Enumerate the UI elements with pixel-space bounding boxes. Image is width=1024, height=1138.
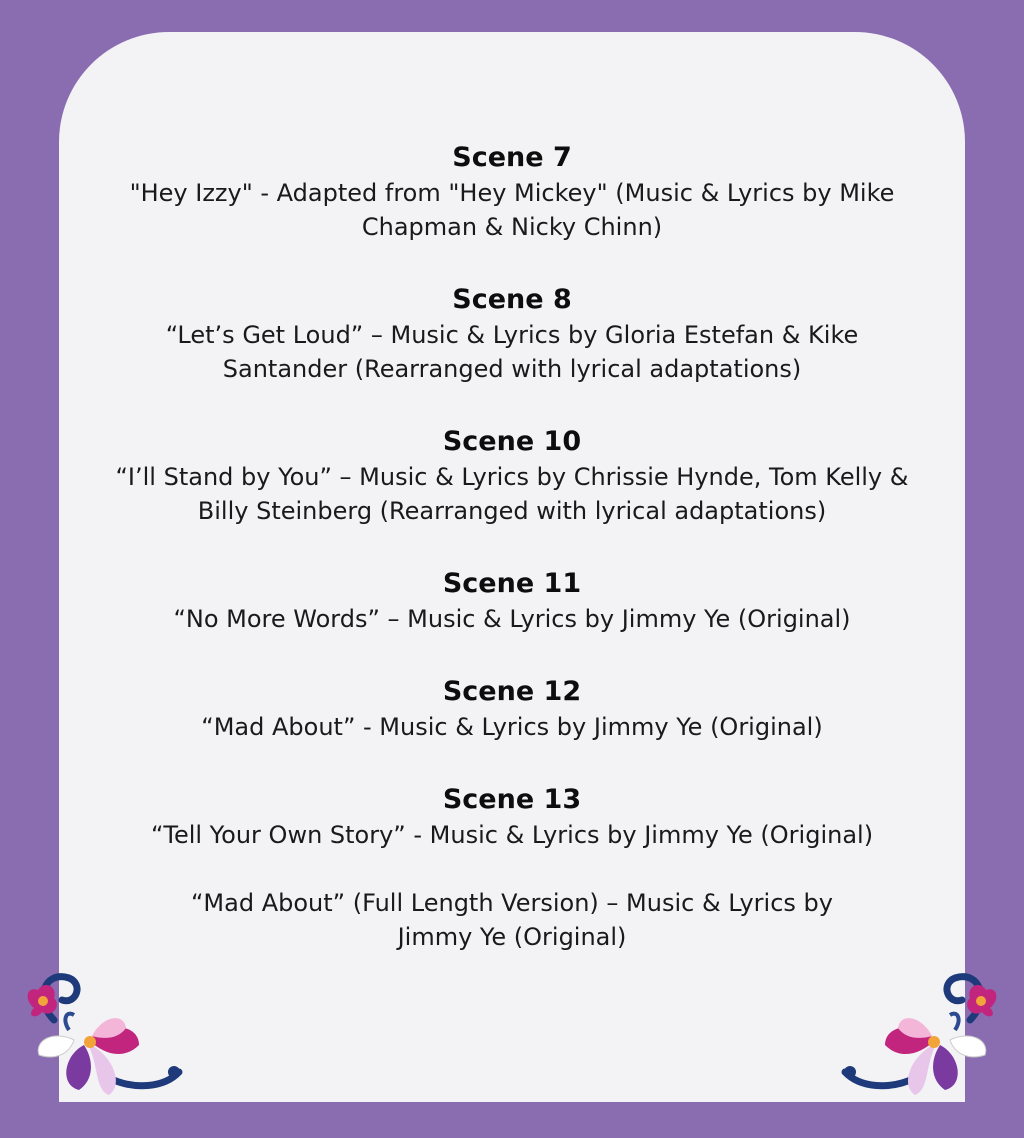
scene-title: Scene 13: [442, 784, 582, 815]
scene-title: Scene 8: [452, 284, 572, 315]
scene-description: “Tell Your Own Story” - Music & Lyrics by Jimmy Ye (Original): [150, 821, 874, 849]
scene-title: Scene 7: [452, 142, 572, 173]
scene-description: “Let’s Get Loud” – Music & Lyrics by Gloria Estefan & Kike Santander (Rearranged with lyrical adaptations): [165, 321, 859, 383]
scene-12: [59, 674, 965, 744]
scene-title: Scene 11: [442, 568, 582, 599]
scene-13: [59, 782, 965, 954]
scene-8: [59, 282, 965, 386]
scene-title: Scene 12: [442, 676, 582, 707]
scene-7: [59, 140, 965, 244]
scene-description: “I’ll Stand by You” – Music & Lyrics by Chrissie Hynde, Tom Kelly & Billy Steinberg (Rearranged with lyrical adaptations): [115, 463, 909, 525]
scene-list: [59, 140, 965, 992]
scene-description: “Mad About” - Music & Lyrics by Jimmy Ye (Original): [201, 713, 823, 741]
scene-description: “No More Words” – Music & Lyrics by Jimmy Ye (Original): [173, 605, 851, 633]
scene-description: "Hey Izzy" - Adapted from "Hey Mickey" (Music & Lyrics by Mike Chapman & Nicky Chinn): [129, 179, 895, 241]
flower-cluster-icon: [830, 960, 1010, 1110]
flower-cluster-icon: [14, 960, 194, 1110]
scene-11: [59, 566, 965, 636]
scene-title: Scene 10: [442, 426, 582, 457]
scene-10: [59, 424, 965, 528]
scene-extra-description: “Mad About” (Full Length Version) – Music & Lyrics by Jimmy Ye (Original): [191, 889, 833, 951]
